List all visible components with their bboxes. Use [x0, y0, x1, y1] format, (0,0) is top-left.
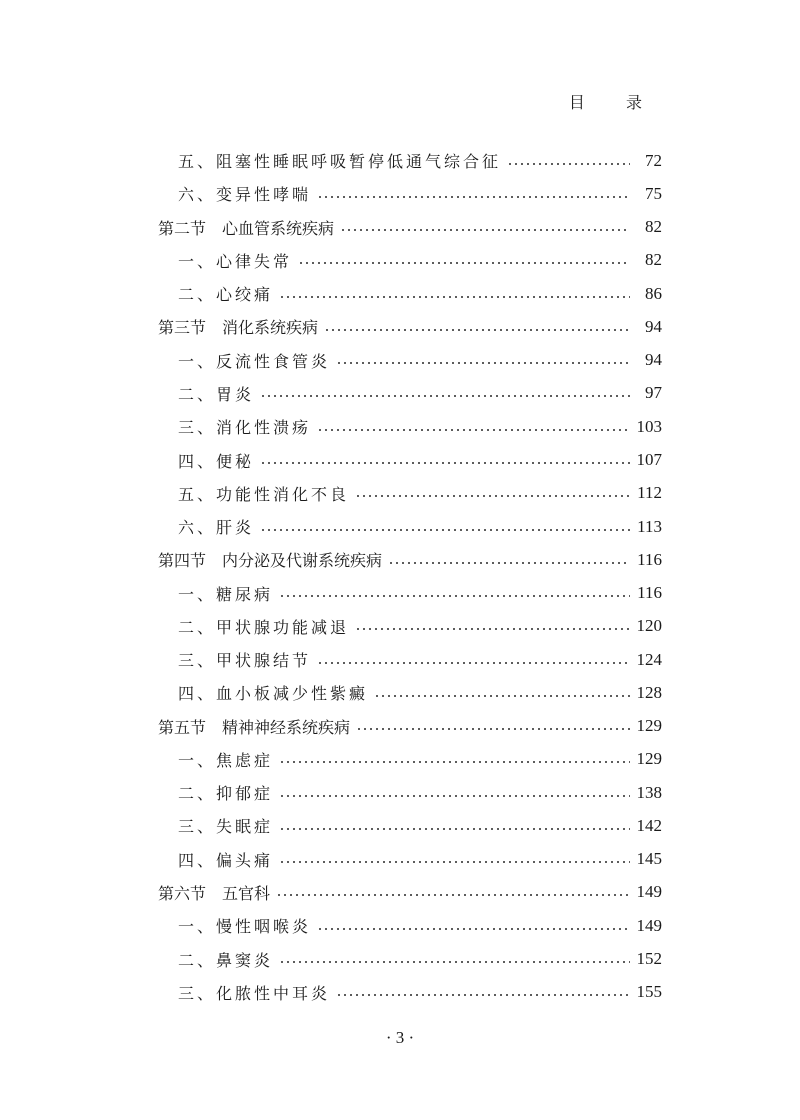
section-number: 第二节	[158, 218, 207, 238]
dot-leader	[324, 329, 630, 331]
toc-entry[interactable]	[158, 477, 662, 510]
toc-entry-title: 三、失眠症	[178, 814, 277, 837]
dot-leader	[317, 196, 630, 198]
toc-entry-title: 二、胃炎	[178, 382, 258, 405]
toc-entry-title	[158, 315, 322, 338]
toc-page-number: 94	[645, 316, 662, 336]
dot-leader	[340, 229, 630, 231]
toc-entry-title: 三、消化性溃疡	[178, 415, 315, 438]
toc-entry[interactable]	[158, 377, 662, 410]
toc-page-number: 116	[637, 583, 662, 603]
toc-entry-title: 五、功能性消化不良	[178, 482, 353, 505]
toc-entry-title: 六、变异性哮喘	[178, 182, 315, 205]
toc-page-number: 128	[636, 682, 662, 702]
toc-page-number: 152	[636, 949, 662, 968]
toc-page-number: 145	[636, 849, 662, 869]
toc-entry[interactable]	[158, 277, 662, 310]
page-number: · 3 ·	[385, 1028, 415, 1047]
toc-page-number: 120	[636, 616, 662, 636]
dot-leader	[374, 695, 630, 697]
toc-entry-title: 二、抑郁症	[178, 781, 277, 804]
dot-leader	[279, 795, 630, 797]
toc-page-number: 82	[645, 250, 662, 270]
toc-page-number: 142	[636, 815, 662, 835]
toc-page-number: 86	[645, 283, 662, 303]
toc-entry[interactable]	[158, 909, 662, 942]
toc-page-number: 155	[636, 982, 662, 1002]
dot-leader	[279, 828, 630, 830]
toc-entry-title: 五、阻塞性睡眠呼吸暂停低通气综合征	[178, 149, 505, 172]
toc-page-number: 129	[636, 749, 662, 769]
toc-entry-title: 二、甲状腺功能减退	[178, 615, 353, 638]
toc-entry[interactable]	[158, 144, 662, 177]
toc-entry-title: 一、慢性咽喉炎	[178, 914, 315, 937]
toc-entry-title	[158, 881, 274, 904]
dot-leader	[279, 861, 630, 863]
dot-leader	[279, 296, 630, 298]
toc-entry-title: 四、便秘	[178, 449, 258, 472]
toc-entry[interactable]	[158, 809, 662, 842]
dot-leader	[279, 961, 630, 963]
toc-page-number: 149	[636, 882, 662, 902]
dot-leader	[355, 495, 630, 497]
dot-leader	[355, 628, 630, 630]
toc-page-number: 113	[637, 516, 662, 536]
section-number: 第三节	[158, 318, 207, 338]
toc-page-number: 112	[637, 483, 662, 503]
toc-entry[interactable]	[158, 177, 662, 210]
dot-leader	[276, 894, 630, 896]
toc-section-entry[interactable]	[158, 543, 662, 576]
dot-leader	[336, 362, 630, 364]
toc-entry[interactable]	[158, 643, 662, 676]
toc-entry[interactable]	[158, 776, 662, 809]
toc-page-number: 107	[636, 450, 662, 470]
dot-leader	[279, 595, 630, 597]
dot-leader	[507, 163, 630, 165]
section-title: 内分泌及代谢系统疾病	[222, 551, 383, 571]
toc-entry-title: 一、焦虑症	[178, 748, 277, 771]
toc-section-entry[interactable]	[158, 310, 662, 343]
toc-entry-title: 三、甲状腺结节	[178, 648, 315, 671]
toc-page-number: 124	[636, 649, 662, 669]
toc-entry-title	[158, 216, 338, 239]
toc-entry-title	[158, 548, 386, 571]
toc-page-number: 94	[645, 350, 662, 370]
section-number: 第五节	[158, 717, 207, 737]
toc-page-number: 149	[636, 915, 662, 935]
toc-entry-title: 三、化脓性中耳炎	[178, 981, 334, 1004]
toc-page-number: 138	[636, 782, 662, 802]
section-title: 心血管系统疾病	[222, 218, 335, 238]
toc-page-number: 129	[636, 716, 662, 736]
running-header: 目 录	[568, 93, 660, 112]
toc-entry[interactable]	[158, 676, 662, 709]
toc-entry[interactable]	[158, 576, 662, 609]
toc-page-number: 97	[645, 383, 662, 403]
toc-entry-title: 一、心律失常	[178, 249, 296, 272]
table-of-contents	[158, 144, 662, 1009]
toc-entry-title: 二、心绞痛	[178, 282, 277, 305]
section-title: 消化系统疾病	[222, 318, 319, 338]
toc-entry[interactable]	[158, 976, 662, 1009]
toc-entry[interactable]	[158, 610, 662, 643]
dot-leader	[260, 529, 630, 531]
dot-leader	[336, 994, 630, 996]
toc-section-entry[interactable]	[158, 876, 662, 909]
dot-leader	[260, 462, 630, 464]
toc-section-entry[interactable]	[158, 211, 662, 244]
dot-leader	[317, 928, 630, 930]
toc-entry-title: 二、鼻窦炎	[178, 948, 277, 971]
toc-entry[interactable]	[158, 510, 662, 543]
toc-page-number: 116	[637, 549, 662, 569]
section-title: 五官科	[222, 883, 271, 903]
toc-entry[interactable]	[158, 843, 662, 876]
section-title: 精神神经系统疾病	[222, 717, 351, 737]
dot-leader	[356, 728, 630, 730]
dot-leader	[317, 662, 630, 664]
toc-entry-title	[158, 715, 354, 738]
toc-page-number: 72	[645, 150, 662, 170]
toc-page-number: 75	[645, 183, 662, 203]
toc-entry-title: 四、血小板减少性紫癜	[178, 681, 372, 704]
toc-page-number: 103	[636, 416, 662, 436]
toc-entry[interactable]	[158, 344, 662, 377]
toc-entry-title: 一、反流性食管炎	[178, 349, 334, 372]
toc-entry[interactable]	[158, 244, 662, 277]
toc-entry-title: 六、肝炎	[178, 515, 258, 538]
dot-leader	[317, 429, 630, 431]
dot-leader	[260, 395, 630, 397]
toc-entry-title: 四、偏头痛	[178, 848, 277, 871]
toc-entry[interactable]	[158, 443, 662, 476]
toc-section-entry[interactable]	[158, 710, 662, 743]
toc-page-number: 82	[645, 217, 662, 237]
toc-entry[interactable]	[158, 942, 662, 975]
dot-leader	[298, 262, 630, 264]
toc-entry-title: 一、糖尿病	[178, 582, 277, 605]
dot-leader	[279, 761, 630, 763]
dot-leader	[388, 562, 630, 564]
section-number: 第四节	[158, 551, 207, 571]
toc-entry[interactable]	[158, 410, 662, 443]
section-number: 第六节	[158, 883, 207, 903]
toc-entry[interactable]	[158, 743, 662, 776]
